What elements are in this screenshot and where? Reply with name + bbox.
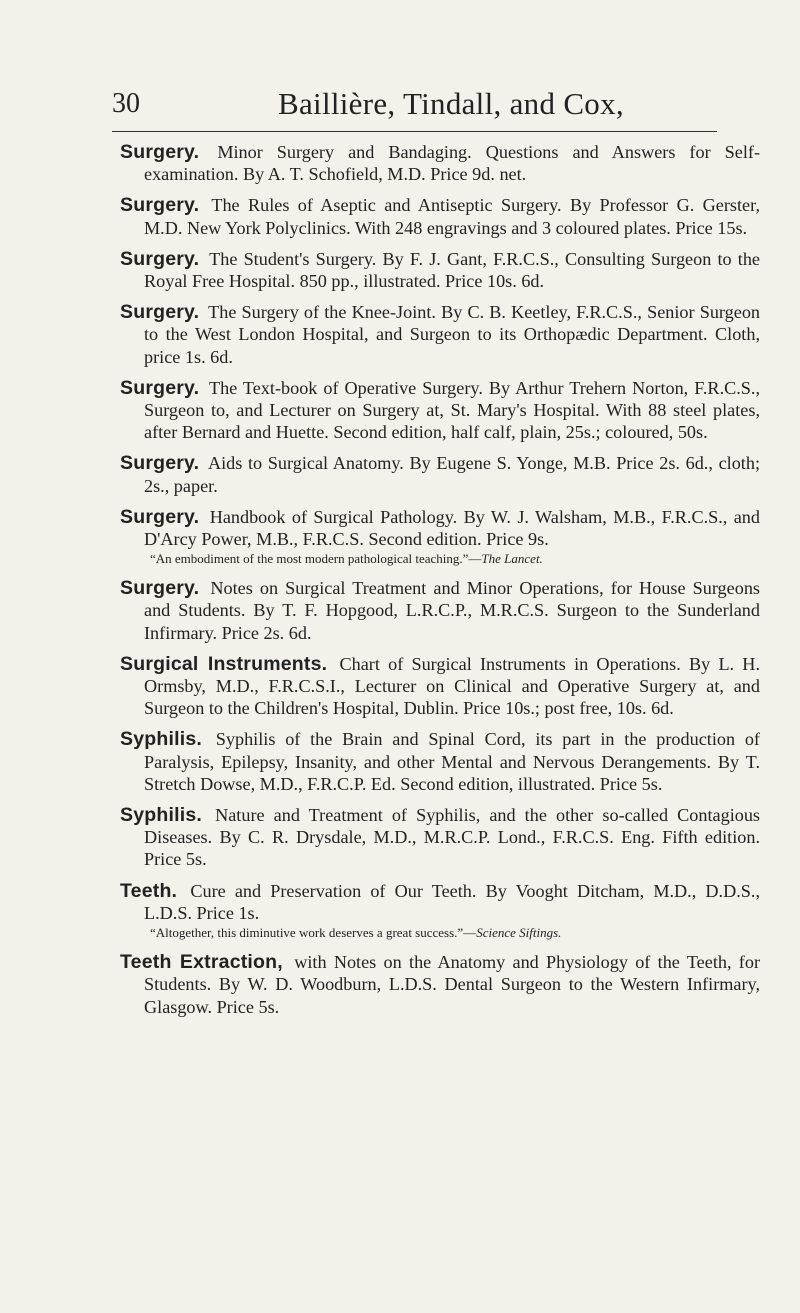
catalogue-entry bbox=[120, 141, 760, 185]
catalogue-entry bbox=[120, 377, 760, 444]
entry-heading: Teeth Extraction, bbox=[120, 951, 283, 974]
entry-heading: Surgery. bbox=[120, 301, 200, 324]
entry-heading: Syphilis. bbox=[120, 728, 202, 751]
entry-text: The Text-book of Operative Surgery. By Arthur Trehern Norton, F.R.C.S., Surgeon to, and Lecturer on Surgery at, St. Mary's Hospital. With 88 steel plates, after Bernard and Huette. Second edition, half calf, plain, 25s.; coloured, 50s. bbox=[144, 377, 760, 443]
entry-heading: Teeth. bbox=[120, 879, 178, 902]
entry-text: Aids to Surgical Anatomy. By Eugene S. Yonge, M.B. Price 2s. 6d., cloth; 2s., paper. bbox=[144, 453, 760, 496]
catalogue-entry bbox=[120, 951, 760, 1018]
entry-text: Chart of Surgical Instruments in Operations. By L. H. Ormsby, M.D., F.R.C.S.I., Lecturer on Clinical and Operative Surgery at, and Surgeon to the Children's Hospital, Dublin. Price 10s.; post free, 10s. 6d. bbox=[144, 653, 760, 719]
entry-heading: Surgery. bbox=[120, 577, 200, 600]
page-header bbox=[112, 88, 732, 134]
review-quote bbox=[150, 924, 760, 942]
catalogue-entry bbox=[120, 728, 760, 795]
entry-heading: Surgery. bbox=[120, 194, 200, 217]
entry-heading: Surgery. bbox=[120, 376, 200, 399]
catalogue-entry bbox=[120, 248, 760, 292]
review-quote-source: The Lancet. bbox=[481, 551, 543, 567]
entry-text: with Notes on the Anatomy and Physiology of the Teeth, for Students. By W. D. Woodburn, L.D.S. Dental Surgeon to the Western Infirmary, Glasgow. Price 5s. bbox=[144, 952, 761, 1017]
catalogue-entry bbox=[120, 301, 760, 368]
entry-text: Minor Surgery and Bandaging. Questions and Answers for Self-examination. By A. T. Schofield, M.D. Price 9d. net. bbox=[144, 142, 761, 185]
header-rule bbox=[112, 131, 717, 132]
catalogue-entry bbox=[120, 506, 760, 568]
catalogue-entry bbox=[120, 194, 760, 238]
catalogue-entry bbox=[120, 880, 760, 942]
entry-heading: Surgery. bbox=[120, 141, 200, 163]
catalogue-entry bbox=[120, 452, 760, 496]
entry-text: Nature and Treatment of Syphilis, and the other so-called Contagious Diseases. By C. R. Drysdale, M.D., M.R.C.P. Lond., F.R.C.S. Eng. Fifth edition. Price 5s. bbox=[144, 805, 761, 870]
entry-heading: Syphilis. bbox=[120, 804, 202, 827]
entry-text: Notes on Surgical Treatment and Minor Operations, for House Surgeons and Students. By T. F. Hopgood, L.R.C.P., M.R.C.S. Surgeon to the Sunderland Infirmary. Price 2s. 6d. bbox=[144, 578, 760, 643]
entry-text: Cure and Preservation of Our Teeth. By Vooght Ditcham, M.D., D.D.S., L.D.S. Price 1s. bbox=[144, 880, 760, 923]
review-quote bbox=[150, 550, 760, 568]
entry-text: Handbook of Surgical Pathology. By W. J. Walsham, M.B., F.R.C.S., and D'Arcy Power, M.B., F.R.C.S. Second edition. Price 9s. bbox=[144, 506, 760, 550]
entry-text: The Student's Surgery. By F. J. Gant, F.R.C.S., Consulting Surgeon to the Royal Free Hospital. 850 pp., illustrated. Price 10s. 6d. bbox=[144, 248, 760, 292]
review-quote-text: “An embodiment of the most modern pathological teaching.”— bbox=[150, 551, 482, 567]
running-title: Baillière, Tindall, and Cox, bbox=[278, 86, 624, 121]
entry-heading: Surgery. bbox=[120, 505, 200, 528]
review-quote-text: “Altogether, this diminutive work deserves a great success.”— bbox=[150, 925, 477, 941]
entry-heading: Surgical Instruments. bbox=[120, 652, 328, 675]
entry-heading: Surgery. bbox=[120, 452, 200, 475]
catalogue-entry bbox=[120, 577, 760, 644]
entry-heading: Surgery. bbox=[120, 247, 200, 270]
entry-text: The Surgery of the Knee-Joint. By C. B. Keetley, F.R.C.S., Senior Surgeon to the West London Hospital, and Surgeon to its Orthopædic Department. Cloth, price 1s. 6d. bbox=[144, 302, 761, 367]
catalogue-entry bbox=[120, 804, 760, 871]
review-quote-source: Science Siftings. bbox=[476, 925, 562, 941]
catalogue-entry bbox=[120, 653, 760, 720]
page-number: 30 bbox=[112, 88, 140, 119]
entry-text: Syphilis of the Brain and Spinal Cord, its part in the production of Paralysis, Epilepsy, Insanity, and other Mental and Nervous Derangements. By T. Stretch Dowse, M.D., F.R.C.P. Ed. Second edition, illustrated. Price 5s. bbox=[144, 729, 760, 794]
entry-text: The Rules of Aseptic and Antiseptic Surgery. By Professor G. Gerster, M.D. New York Polyclinics. With 248 engravings and 3 coloured plates. Price 15s. bbox=[144, 195, 760, 238]
catalogue-entries bbox=[120, 141, 760, 1027]
